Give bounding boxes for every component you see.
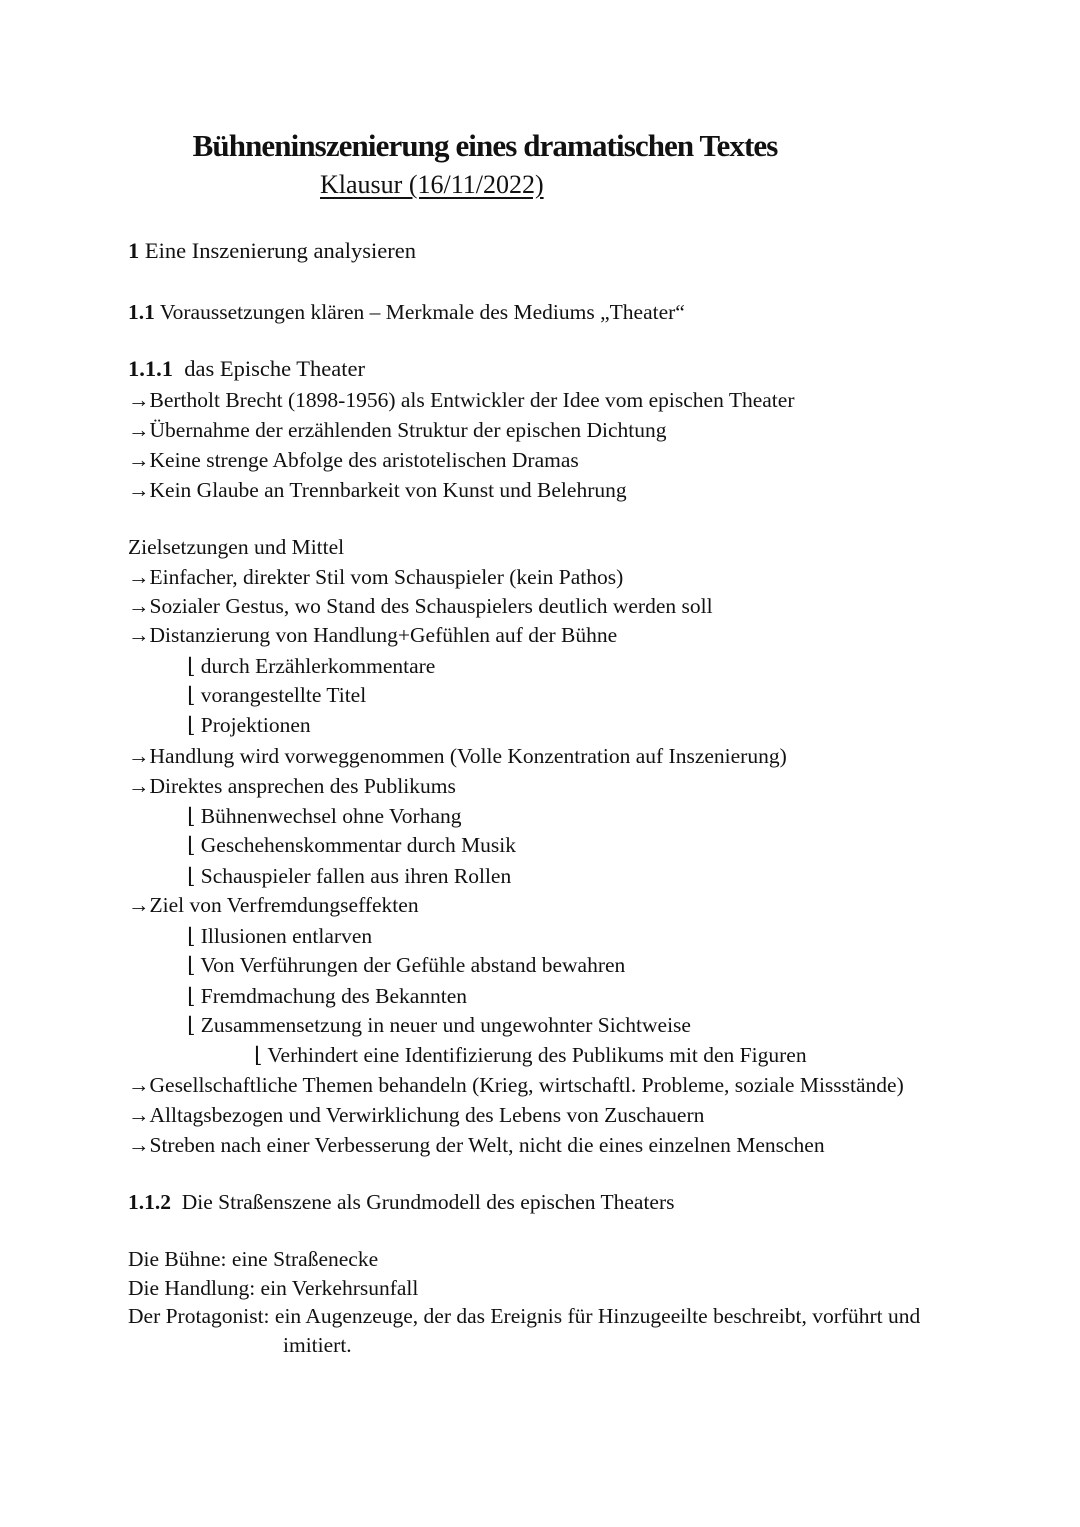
branch-icon: ⌊ [187, 833, 196, 857]
bullet-line [128, 388, 794, 413]
arrow-icon: → [128, 1073, 150, 1097]
branch-icon: ⌊ [187, 984, 196, 1008]
goals-heading: Zielsetzungen und Mittel [128, 535, 345, 559]
bullet-text: Handlung wird vorweggenommen (Volle Konzentration auf Inszenierung) [149, 744, 787, 768]
section-number: 1.1 [128, 300, 155, 324]
sub-item [187, 1013, 691, 1038]
stage-line: Die Bühne: eine Straßenecke [128, 1247, 379, 1271]
branch-icon: ⌊ [187, 924, 196, 948]
bullet-line [128, 448, 579, 473]
sub-item-text: durch Erzählerkommentare [200, 654, 436, 678]
arrow-icon: → [128, 478, 150, 502]
sub-item-text: Verhindert eine Identifizierung des Publikums mit den Figuren [267, 1043, 807, 1067]
bullet-text: Ziel von Verfremdungseffekten [149, 893, 419, 917]
arrow-icon: → [128, 774, 150, 798]
section-number: 1.1.1 [128, 356, 173, 381]
sub-item-text: Geschehenskommentar durch Musik [200, 833, 517, 857]
sub-item-text: vorangestellte Titel [200, 683, 367, 707]
arrow-icon: → [128, 565, 150, 589]
document-subtitle: Klausur (16/11/2022) [320, 170, 544, 199]
document-title: Bühneninszenierung eines dramatischen Textes [192, 128, 778, 163]
bullet-line [128, 418, 667, 443]
bullet-line [128, 893, 419, 918]
protagonist-line: Der Protagonist: ein Augenzeuge, der das Ereignis für Hinzugeeilte beschreibt, vorführt und [128, 1304, 921, 1328]
arrow-icon: → [128, 893, 150, 917]
bullet-line [128, 623, 617, 648]
sub-item [187, 924, 372, 949]
bullet-text: Direktes ansprechen des Publikums [149, 774, 456, 798]
arrow-icon: → [128, 744, 150, 768]
section-1-1-heading [128, 300, 685, 325]
sub-item-text: Schauspieler fallen aus ihren Rollen [200, 864, 512, 888]
bullet-text: Gesellschaftliche Themen behandeln (Krieg, wirtschaftl. Probleme, soziale Missstände) [149, 1073, 904, 1097]
bullet-line [128, 594, 713, 619]
branch-icon: ⌊ [187, 654, 196, 678]
sub-sub-item [254, 1043, 807, 1068]
sub-item [187, 713, 311, 738]
bullet-line [128, 1133, 825, 1158]
bullet-line [128, 1103, 704, 1128]
arrow-icon: → [128, 418, 150, 442]
branch-icon: ⌊ [187, 864, 196, 888]
branch-icon: ⌊ [187, 953, 196, 977]
bullet-text: Einfacher, direkter Stil vom Schauspieler (kein Pathos) [149, 565, 624, 589]
section-1-1-2-heading [128, 1190, 675, 1215]
arrow-icon: → [128, 623, 150, 647]
bullet-text: Streben nach einer Verbesserung der Welt, nicht die eines einzelnen Menschen [149, 1133, 825, 1157]
arrow-icon: → [128, 1133, 150, 1157]
section-title: Voraussetzungen klären – Merkmale des Mediums „Theater“ [159, 300, 685, 324]
sub-item [187, 984, 467, 1009]
section-number: 1 [128, 238, 140, 263]
branch-icon: ⌊ [187, 804, 196, 828]
branch-icon: ⌊ [254, 1043, 263, 1067]
sub-item-text: Projektionen [200, 713, 311, 737]
section-title: Die Straßenszene als Grundmodell des epischen Theaters [181, 1190, 675, 1214]
branch-icon: ⌊ [187, 713, 196, 737]
sub-item [187, 864, 511, 889]
bullet-text: Bertholt Brecht (1898-1956) als Entwickler der Idee vom epischen Theater [149, 388, 795, 412]
arrow-icon: → [128, 594, 150, 618]
bullet-line [128, 1073, 904, 1098]
section-title: Eine Inszenierung analysieren [144, 238, 417, 263]
bullet-text: Sozialer Gestus, wo Stand des Schauspielers deutlich werden soll [149, 594, 713, 618]
branch-icon: ⌊ [187, 683, 196, 707]
bullet-text: Distanzierung von Handlung+Gefühlen auf der Bühne [149, 623, 618, 647]
sub-item-text: Illusionen entlarven [200, 924, 373, 948]
bullet-line [128, 774, 456, 799]
plot-line: Die Handlung: ein Verkehrsunfall [128, 1276, 419, 1300]
section-1-heading [128, 238, 416, 264]
bullet-text: Keine strenge Abfolge des aristotelischen Dramas [149, 448, 579, 472]
section-number: 1.1.2 [128, 1190, 171, 1214]
arrow-icon: → [128, 448, 150, 472]
branch-icon: ⌊ [187, 1013, 196, 1037]
sub-item-text: Zusammensetzung in neuer und ungewohnter Sichtweise [200, 1013, 691, 1037]
bullet-text: Übernahme der erzählenden Struktur der epischen Dichtung [149, 418, 667, 442]
bullet-text: Kein Glaube an Trennbarkeit von Kunst und Belehrung [149, 478, 627, 502]
bullet-line [128, 744, 787, 769]
bullet-line [128, 565, 623, 590]
arrow-icon: → [128, 1103, 150, 1127]
bullet-text: Alltagsbezogen und Verwirklichung des Lebens von Zuschauern [149, 1103, 705, 1127]
sub-item-text: Fremdmachung des Bekannten [200, 984, 468, 1008]
sub-item [187, 804, 462, 829]
sub-item-text: Bühnenwechsel ohne Vorhang [200, 804, 462, 828]
sub-item-text: Von Verführungen der Gefühle abstand bewahren [200, 953, 626, 977]
protagonist-line-continued: imitiert. [283, 1333, 352, 1357]
section-title: das Epische Theater [184, 356, 366, 381]
bullet-line [128, 478, 627, 503]
sub-item [187, 683, 366, 708]
sub-item [187, 654, 435, 679]
sub-item [187, 833, 516, 858]
section-1-1-1-heading [128, 356, 365, 382]
sub-item [187, 953, 625, 978]
arrow-icon: → [128, 388, 150, 412]
